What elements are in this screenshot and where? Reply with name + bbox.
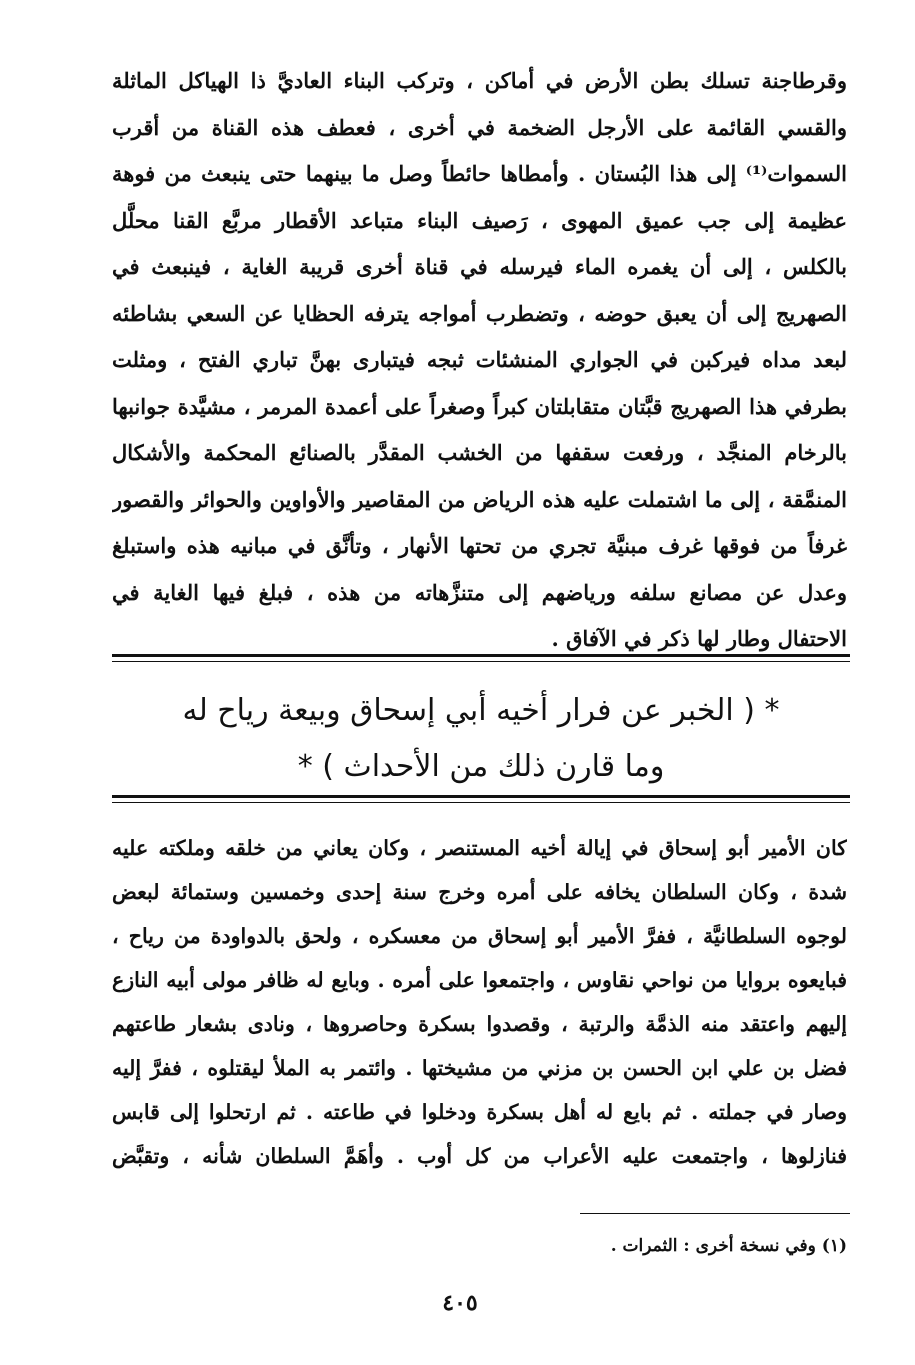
text-line: لبعد مداه فيركبن في الجواري المنشئات ثبجه فيتبارى بهنَّ تباري الفتح ، ومثلت <box>112 347 847 372</box>
text-line: وعدل عن مصانع سلفه ورياضهم إلى متنزَّهاته من هذه ، فبلغ فيها الغاية في <box>112 579 847 605</box>
text-line: والقسي القائمة على الأرجل الضخمة في أخرى ، فعطف هذه القناة من أقرب <box>112 114 847 140</box>
top-paragraph <box>112 58 847 663</box>
bottom-paragraph <box>112 826 847 1178</box>
page-number: ٤٠٥ <box>442 1290 478 1316</box>
text-line: كان الأمير أبو إسحاق في إيالة أخيه المستنصر ، وكان يعاني من خلقه وملكته عليه <box>112 836 847 860</box>
text-line: بالكلس ، إلى أن يغمره الماء فيرسله في قناة أخرى قريبة الغاية ، فينبعث في <box>112 254 847 279</box>
footnote-rule <box>580 1213 850 1214</box>
section-heading <box>112 683 850 795</box>
section-rule-top-thick <box>112 654 850 657</box>
text-line: إليهم واعتقد منه الذمَّة والرتبة ، وقصدوا بسكرة وحاصروها ، ونادى بشعار طاعتهم <box>112 1012 847 1036</box>
heading-line: * ( الخبر عن فرار أخيه أبي إسحاق وبيعة رياح له <box>182 693 780 728</box>
text-line: عظيمة إلى جب عميق المهوى ، رَصيف البناء متباعد الأقطار مربَّع القنا محلَّل <box>112 207 847 233</box>
text-line: شدة ، وكان السلطان يخافه على أمره وخرج سنة إحدى وخمسين وستمائة لبعض <box>112 880 847 904</box>
text-line: السموات⁽¹⁾ إلى هذا البُستان . وأمطاها حائطاً وصل ما بينهما حتى ينبعث من فوهة <box>112 161 847 186</box>
section-rule-top-thin <box>112 661 850 662</box>
section-rule-bottom-thin <box>112 802 850 803</box>
text-line: بطرفي هذا الصهريج قبَّتان متقابلتان كبراً وصغراً على أعمدة المرمر ، مشيَّدة جوانبها <box>112 393 847 419</box>
text-line: لوجوه السلطانيَّة ، ففرَّ الأمير أبو إسحاق من معسكره ، ولحق بالدواودة من رياح ، <box>112 924 847 948</box>
text-line: غرفاً من فوقها غرف مبنيَّة تجري من تحتها الأنهار ، وتأنَّق في مبانيه هذه واستبلغ <box>112 533 847 558</box>
text-line: وقرطاجنة تسلك بطن الأرض في أماكن ، وتركب البناء العاديَّ ذا الهياكل الماثلة <box>112 68 847 93</box>
text-line: المنمَّقة ، إلى ما اشتملت عليه هذه الرياض من المقاصير والأواوين والحوائر والقصور <box>112 486 847 512</box>
text-line: الاحتفال وطار لها ذكر في الآفاق . <box>551 626 847 651</box>
text-line: فضل بن علي ابن الحسن بن مزني من مشيختها . وائتمر به الملأ ليقتلوه ، ففرَّ إليه <box>112 1056 847 1080</box>
text-line: فبايعوه بروايا من نواحي نقاوس ، واجتمعوا على أمره . وبايع له ظافر مولى أبيه النازع <box>112 968 847 992</box>
text-line: فنازلوها ، واجتمعت عليه الأعراب من كل أوب . وأهَمَّ السلطان شأنه ، وتقبَّض <box>112 1144 847 1168</box>
footnote: (١) وفي نسخة أخرى : الثمرات . <box>610 1236 847 1256</box>
heading-line: وما قارن ذلك من الأحداث ) * <box>297 749 665 784</box>
text-line: بالرخام المنجَّد ، ورفعت سقفها من الخشب المقدَّر بالصنائع المحكمة والأشكال <box>112 440 847 465</box>
text-line: الصهريج إلى أن يعبق حوضه ، وتضطرب أمواجه يترفه الحظايا عن السعي بشاطئه <box>112 300 847 326</box>
section-rule-bottom-thick <box>112 795 850 798</box>
text-line: وصار في جملته . ثم بايع له أهل بسكرة ودخلوا في طاعته . ثم ارتحلوا إلى قابس <box>112 1100 847 1124</box>
